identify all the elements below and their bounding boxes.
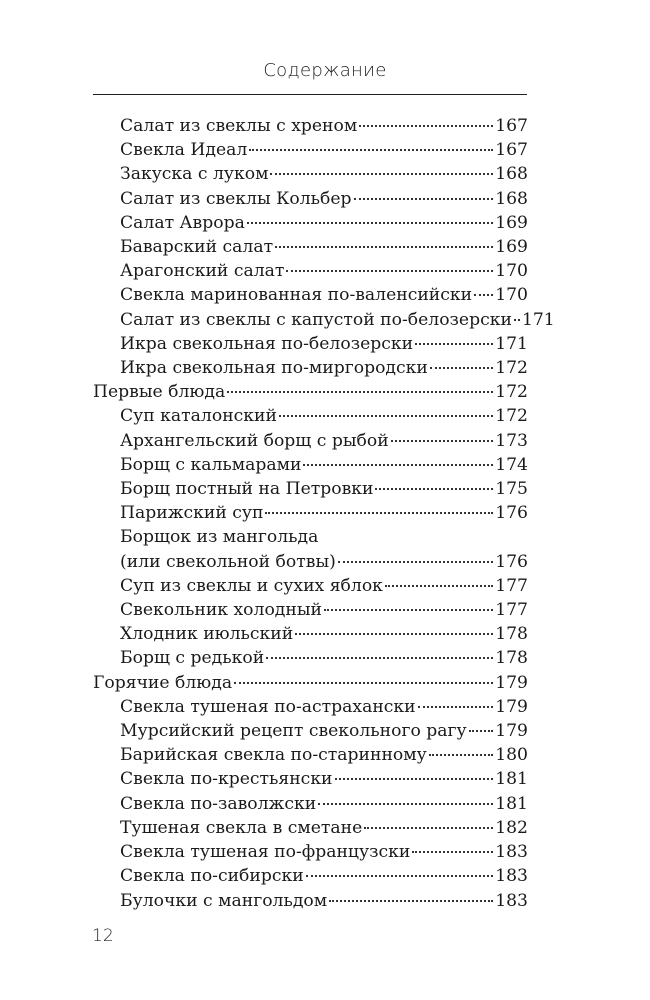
- toc-entry: [93, 235, 528, 259]
- toc-entry-page: 179: [495, 721, 528, 742]
- toc-entry-title: Свекла тушеная по-астрахански: [120, 696, 416, 717]
- dot-leader: [412, 851, 493, 853]
- toc-entry: [93, 162, 528, 186]
- toc-entry: [93, 187, 528, 211]
- toc-entry-page: 170: [495, 261, 528, 282]
- toc-entry-page: 179: [495, 672, 528, 693]
- toc-entry-page: 168: [495, 188, 528, 209]
- toc-entry-page: 182: [495, 817, 528, 838]
- toc-entry: [93, 816, 528, 840]
- toc-entry-page: 177: [495, 575, 528, 596]
- toc-entry-title: Борщ постный на Петровки: [120, 479, 374, 500]
- toc-entry-page: 167: [495, 140, 528, 161]
- dot-leader: [275, 246, 493, 248]
- toc-entry-title: Свекла Идеал: [120, 140, 248, 161]
- toc-entry: [93, 501, 528, 525]
- toc-entry: [93, 743, 528, 767]
- toc-entry-page: 179: [495, 696, 528, 717]
- toc-entry-title: Хлодник июльский: [120, 624, 294, 645]
- toc-entry-title: Горячие блюда: [93, 672, 233, 693]
- dot-leader: [279, 415, 493, 417]
- toc-entry-page: 173: [495, 430, 528, 451]
- toc-entry-page: 176: [495, 551, 528, 572]
- toc-entry-page: 178: [495, 624, 528, 645]
- dot-leader: [359, 125, 493, 127]
- dot-leader: [329, 900, 493, 902]
- toc-entry-title: Суп из свеклы и сухих яблок: [120, 575, 383, 596]
- toc-entry-title: Борщ с кальмарами: [120, 454, 302, 475]
- toc-entry-page: 180: [495, 745, 528, 766]
- toc-entry: [93, 695, 528, 719]
- dot-leader: [391, 440, 494, 442]
- toc-entry-title: Суп каталонский: [120, 406, 277, 427]
- toc-entry-title: Барийская свекла по-старинному: [120, 745, 427, 766]
- toc-entry: [93, 429, 528, 453]
- dot-leader: [265, 512, 493, 514]
- toc-entry-title: Свекла по-заволжски: [120, 793, 317, 814]
- toc-entry-title: Салат из свеклы с хреном: [120, 116, 358, 136]
- toc-entry: [93, 404, 528, 428]
- toc-entry-page: 181: [495, 769, 528, 790]
- toc-entry-title: Булочки с мангольдом: [120, 890, 328, 911]
- table-of-contents: [93, 114, 555, 913]
- toc-entry: [93, 259, 528, 283]
- toc-entry-page: 183: [495, 842, 528, 863]
- toc-entry-title: Борщ с редькой: [120, 648, 265, 669]
- toc-entry-page: 168: [495, 164, 528, 185]
- dot-leader: [354, 198, 494, 200]
- dot-leader: [469, 730, 494, 732]
- dot-leader: [227, 391, 493, 393]
- toc-entry-page: 172: [495, 406, 528, 427]
- toc-entry-title: Борщок из мангольда: [120, 527, 319, 548]
- toc-entry-title: Свекла тушеная по-французски: [120, 842, 411, 863]
- toc-entry-page: 172: [495, 382, 528, 403]
- toc-section-entry: [93, 671, 528, 695]
- toc-entry-page: 181: [495, 793, 528, 814]
- toc-entry: [93, 332, 528, 356]
- dot-leader: [474, 294, 493, 296]
- dot-leader: [318, 803, 493, 805]
- toc-entry: [93, 138, 528, 162]
- toc-entry: [93, 574, 528, 598]
- toc-entry-title: Свекла маринованная по-валенсийски: [120, 285, 473, 306]
- page-number: 12: [92, 926, 114, 946]
- toc-section-entry: [93, 380, 528, 404]
- dot-leader: [335, 778, 494, 780]
- toc-entry-page: 171: [521, 309, 555, 330]
- dot-leader: [364, 827, 493, 829]
- toc-entry: [93, 114, 528, 138]
- dot-leader: [303, 464, 493, 466]
- toc-entry-page: 177: [495, 600, 528, 621]
- dot-leader: [266, 657, 493, 659]
- toc-entry: [93, 622, 528, 646]
- toc-entry-page: 169: [495, 212, 528, 233]
- toc-entry: [93, 719, 528, 743]
- toc-entry-title: Икра свекольная по-белозерски: [120, 333, 414, 354]
- toc-entry-title: Свекольник холодный: [120, 600, 322, 621]
- toc-entry: [93, 550, 528, 574]
- toc-entry-title: Арагонский салат: [120, 261, 285, 282]
- header-rule: [93, 94, 527, 95]
- dot-leader: [385, 585, 493, 587]
- dot-leader: [429, 754, 493, 756]
- toc-entry: [93, 767, 528, 791]
- dot-leader: [375, 488, 493, 490]
- dot-leader: [234, 682, 493, 684]
- dot-leader: [324, 609, 493, 611]
- toc-entry: [93, 864, 528, 888]
- toc-entry-title: Закуска с луком: [120, 164, 269, 185]
- dot-leader: [295, 633, 493, 635]
- dot-leader: [249, 149, 493, 151]
- toc-entry-title: Салат Аврора: [120, 212, 245, 233]
- dot-leader: [270, 173, 493, 175]
- toc-entry: [93, 889, 528, 913]
- toc-entry: [93, 477, 528, 501]
- toc-entry: [93, 211, 528, 235]
- toc-entry-page: 171: [495, 333, 528, 354]
- dot-leader: [247, 222, 493, 224]
- toc-entry: [93, 792, 528, 816]
- toc-entry-title: Тушеная свекла в сметане: [120, 817, 363, 838]
- toc-entry-page: 183: [495, 866, 528, 887]
- toc-entry-title: Первые блюда: [93, 382, 226, 403]
- toc-entry-title: Мурсийский рецепт свекольного рагу: [120, 721, 467, 742]
- toc-entry-page: 178: [495, 648, 528, 669]
- toc-entry-title: Свекла по-сибирски: [120, 866, 304, 887]
- toc-entry-page: 167: [495, 116, 528, 136]
- toc-entry: [93, 840, 528, 864]
- toc-entry: [93, 308, 555, 332]
- toc-entry-page: 169: [495, 237, 528, 258]
- toc-entry-title: Баварский салат: [120, 237, 274, 258]
- toc-entry: [93, 598, 528, 622]
- toc-entry-title: Парижский суп: [120, 503, 264, 524]
- toc-entry: [93, 283, 528, 307]
- toc-entry-page: 172: [495, 358, 528, 379]
- toc-entry-title: Икра свекольная по-миргородски: [120, 358, 428, 379]
- dot-leader: [286, 270, 493, 272]
- dot-leader: [430, 367, 493, 369]
- toc-entry: [93, 356, 528, 380]
- toc-entry-page: 176: [495, 503, 528, 524]
- running-header: Содержание: [263, 60, 387, 81]
- dot-leader: [306, 875, 493, 877]
- toc-entry-title: (или свекольной ботвы): [120, 551, 336, 572]
- toc-entry-page: 174: [495, 454, 528, 475]
- toc-entry: [93, 453, 528, 477]
- dot-leader: [514, 319, 520, 321]
- toc-entry-title: Салат из свеклы Кольбер: [120, 188, 352, 209]
- dot-leader: [415, 343, 493, 345]
- toc-entry-page: 170: [495, 285, 528, 306]
- toc-entry-page: 183: [495, 890, 528, 911]
- toc-entry-title: Свекла по-крестьянски: [120, 769, 333, 790]
- toc-entry-page: 175: [495, 479, 528, 500]
- toc-entry-title: Салат из свеклы с капустой по-белозерски: [120, 309, 512, 330]
- dot-leader: [338, 561, 493, 563]
- toc-entry-title: Архангельский борщ с рыбой: [120, 430, 389, 451]
- dot-leader: [418, 706, 494, 708]
- toc-entry: [93, 646, 528, 670]
